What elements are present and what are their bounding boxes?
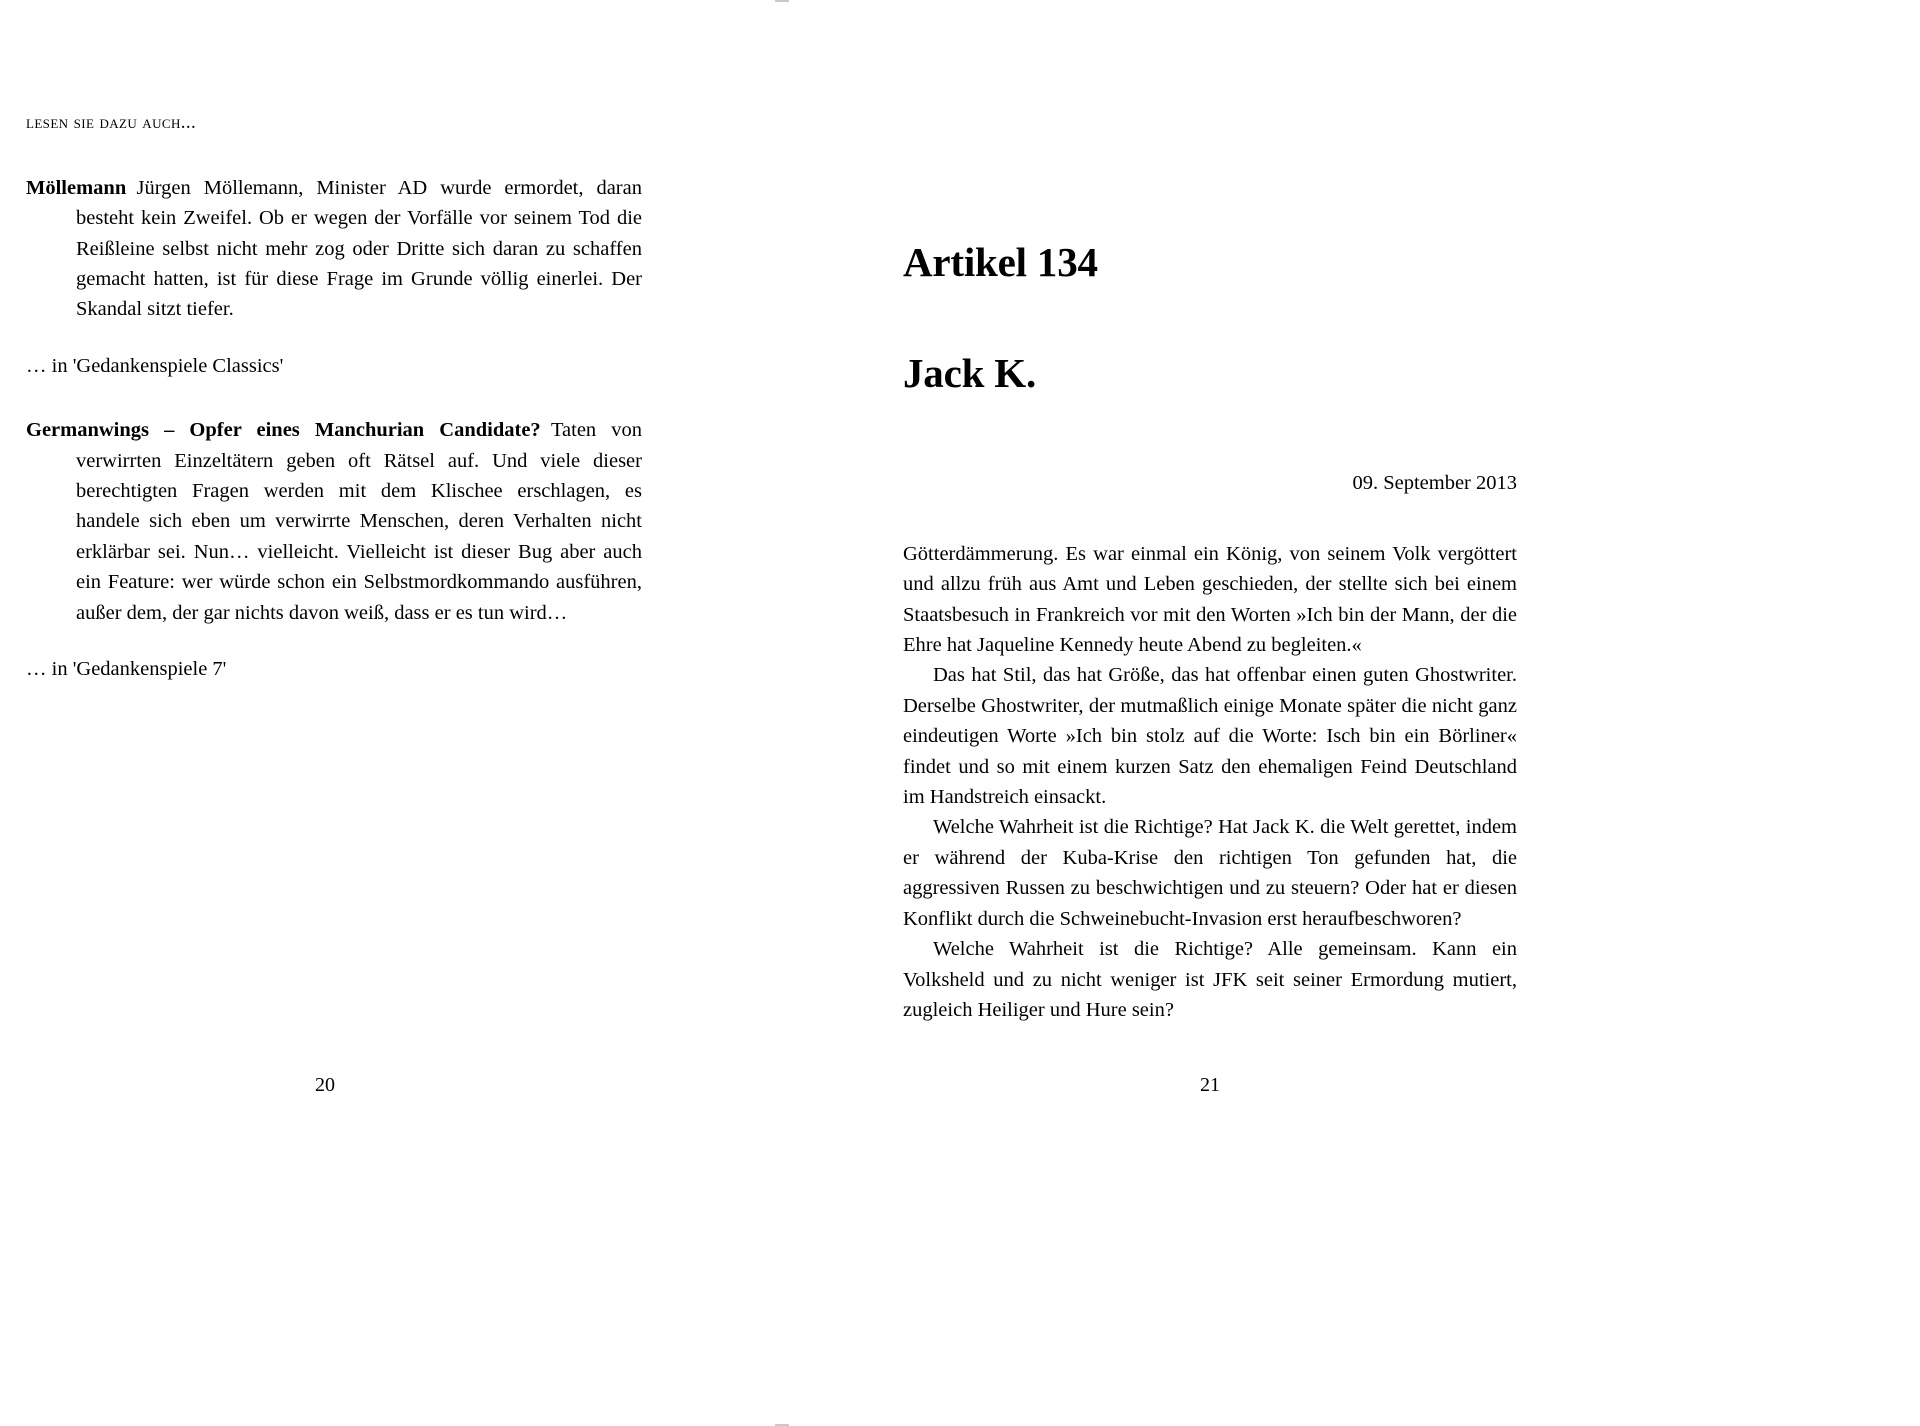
article-number-heading: Artikel 134: [903, 239, 1098, 285]
entry-lead-label: Möllemann: [26, 176, 127, 199]
article-paragraph: Das hat Stil, das hat Größe, das hat offenbar einen guten Ghostwriter. Derselbe Ghostwriter, der mutmaßlich einige Monate später die nicht ganz eindeutigen Worte »Ich bin stolz auf die Worte: Isch bin ein Börliner« findet und so mit einem kurzen Satz den ehemaligen Feind Deutschland im Handstreich einsackt.: [903, 664, 1517, 809]
entry-body-text: Taten von verwirrten Einzeltätern geben oft Rätsel auf. Und viele dieser berechtigten Fragen werden mit dem Klischee erschlagen, es handele sich eben um verwirrte Menschen, deren Verhalten nicht erklärbar sei. Nun… vielleicht. Vielleicht ist dieser Bug aber auch ein Feature: wer würde schon ein Selbstmordkommando ausführen, außer dem, der gar nichts davon weiß, dass er es tun wird…: [76, 419, 643, 624]
page-number-left: 20: [315, 1074, 335, 1096]
entry-body-text: Jürgen Möllemann, Minister AD wurde ermordet, daran besteht kein Zweifel. Ob er wegen der Vorfälle vor seinem Tod die Reißleine selbst nicht mehr zog oder Dritte sich daran zu schaffen gemacht hatten, ist für diese Frage im Grunde völlig einerlei. Der Skandal sitzt tiefer.: [76, 176, 642, 321]
article-paragraph: Welche Wahrheit ist die Richtige? Alle gemeinsam. Kann ein Volksheld und zu nicht weniger ist JFK seit seiner Ermordung mutiert, zugleich Heiliger und Hure sein?: [903, 938, 1517, 1021]
page-left: [0, 0, 780, 1426]
article-date: 09. September 2013: [1352, 472, 1517, 495]
left-page-content: [26, 112, 642, 718]
page-number-right: 21: [1200, 1074, 1220, 1096]
entry-source-line: … in 'Gedankenspiele 7': [26, 658, 227, 681]
entry-source-line: … in 'Gedankenspiele Classics': [26, 354, 284, 377]
article-paragraph: Welche Wahrheit ist die Richtige? Hat Jack K. die Welt gerettet, indem er während der Kuba-Krise den richtigen Ton gefunden hat, die aggressiven Russen zu beschwichtigen und zu steuern? Oder hat er diesen Konflikt durch die Schweinebucht-Invasion erst heraufbeschworen?: [903, 816, 1517, 930]
article-title-heading: Jack K.: [903, 350, 1036, 397]
reference-entry: [26, 173, 642, 325]
section-heading: lesen sie dazu auch...: [26, 112, 197, 133]
article-paragraph: Götterdämmerung. Es war einmal ein König, von seinem Volk vergöttert und allzu früh aus Amt und Leben geschieden, der stellte sich bei einem Staatsbesuch in Frankreich vor mit den Worten »Ich bin der Mann, der die Ehre hat Jaqueline Kennedy heute Abend zu begleiten.«: [903, 542, 1517, 657]
reference-entry: [26, 415, 642, 628]
right-page-content: [903, 240, 1517, 1025]
page-right: [780, 0, 1920, 1426]
entry-lead-label: Germanwings – Opfer eines Manchurian Candidate?: [26, 419, 541, 442]
